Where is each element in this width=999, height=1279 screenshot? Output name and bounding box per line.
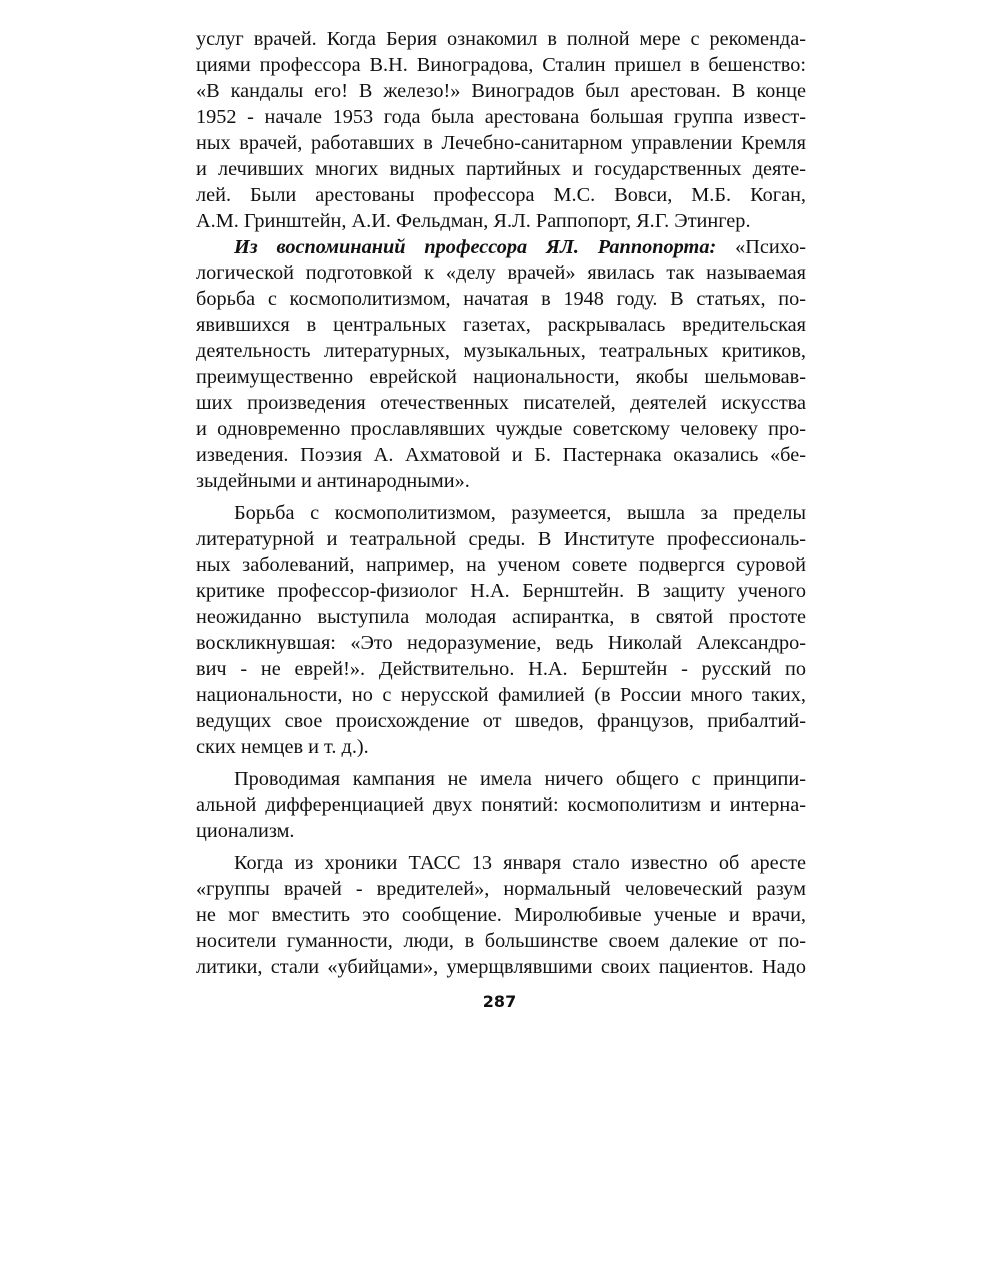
text-line: ских немцев и т. д.). [196,736,369,758]
text-line: ционализм. [196,820,295,842]
text-line: логической подготовкой к «делу врачей» явилась так называемая [196,262,806,284]
paragraph-4 [196,766,806,844]
text-line: не мог вместить это сообщение. Миролюбивые ученые и врачи, [196,904,806,926]
text-line: и лечивших многих видных партийных и государственных деяте- [196,158,806,180]
paragraph-2 [196,234,806,494]
text-line: литературной и театральной среды. В Институте профессиональ- [196,528,806,550]
text-line: ших произведения отечественных писателей, деятелей искусства [196,392,806,414]
paragraph-lead-in: Из воспоминаний профессора ЯЛ. Раппопорта: [234,236,717,258]
text-line: 1952 - начале 1953 года была арестована большая группа извест- [196,106,806,128]
text-line: А.М. Гринштейн, А.И. Фельдман, Я.Л. Раппопорт, Я.Г. Этингер. [196,210,751,232]
text-line: Когда из хроники ТАСС 13 января стало известно об аресте [234,852,806,874]
text-line: преимущественно еврейской национальности, якобы шельмовав- [196,366,806,388]
text-line: и одновременно прославлявших чуждые советскому человеку про- [196,418,806,440]
text-line: литики, стали «убийцами», умерщвлявшими своих пациентов. Надо [196,956,806,978]
text-line: лей. Были арестованы профессора М.С. Вовси, М.Б. Коган, [196,184,806,206]
text-line: Проводимая кампания не имела ничего общего с принципи- [234,768,806,790]
text-line: критике профессор-физиолог Н.А. Бернштейн. В защиту ученого [196,580,806,602]
text-line: явившихся в центральных газетах, раскрывалась вредительская [196,314,806,336]
text-line: вич - не еврей!». Действительно. Н.А. Берштейн - русский по [196,658,806,680]
text-line: воскликнувшая: «Это недоразумение, ведь Николай Александро- [196,632,806,654]
text-line [196,234,806,260]
text-line: неожиданно выступила молодая аспирантка, в святой простоте [196,606,806,628]
text-line: национальности, но с нерусской фамилией (в России много таких, [196,684,806,706]
paragraph-1 [196,26,806,234]
text-line: борьба с космополитизмом, начатая в 1948 году. В статьях, по- [196,288,806,310]
text-line: зыдейными и антинародными». [196,470,470,492]
page-number: 287 [482,992,517,1011]
text-line: циями профессора В.Н. Виноградова, Сталин пришел в бешенство: [196,54,806,76]
paragraph-3 [196,500,806,760]
text-line: носители гуманности, люди, в большинстве своем далекие от по- [196,930,806,952]
text-line: Борьба с космополитизмом, разумеется, вышла за пределы [234,502,806,524]
text-line: альной дифференциацией двух понятий: космополитизм и интерна- [196,794,806,816]
paragraph-5 [196,850,806,980]
text-line: ных заболеваний, например, на ученом совете подвергся суровой [196,554,806,576]
page-body [196,26,806,980]
text-line: услуг врачей. Когда Берия ознакомил в полной мере с рекоменда- [196,28,806,50]
text-line: ных врачей, работавших в Лечебно-санитарном управлении Кремля [196,132,806,154]
text-line: деятельность литературных, музыкальных, театральных критиков, [196,340,806,362]
text-line: ведущих свое происхождение от шведов, французов, прибалтий- [196,710,806,732]
text-line: «В кандалы его! В железо!» Виноградов был арестован. В конце [196,80,806,102]
text-line: «группы врачей - вредителей», нормальный человеческий разум [196,878,806,900]
text-line-tail: «Психо- [716,236,806,258]
text-line: изведения. Поэзия А. Ахматовой и Б. Пастернака оказались «бе- [196,444,806,466]
